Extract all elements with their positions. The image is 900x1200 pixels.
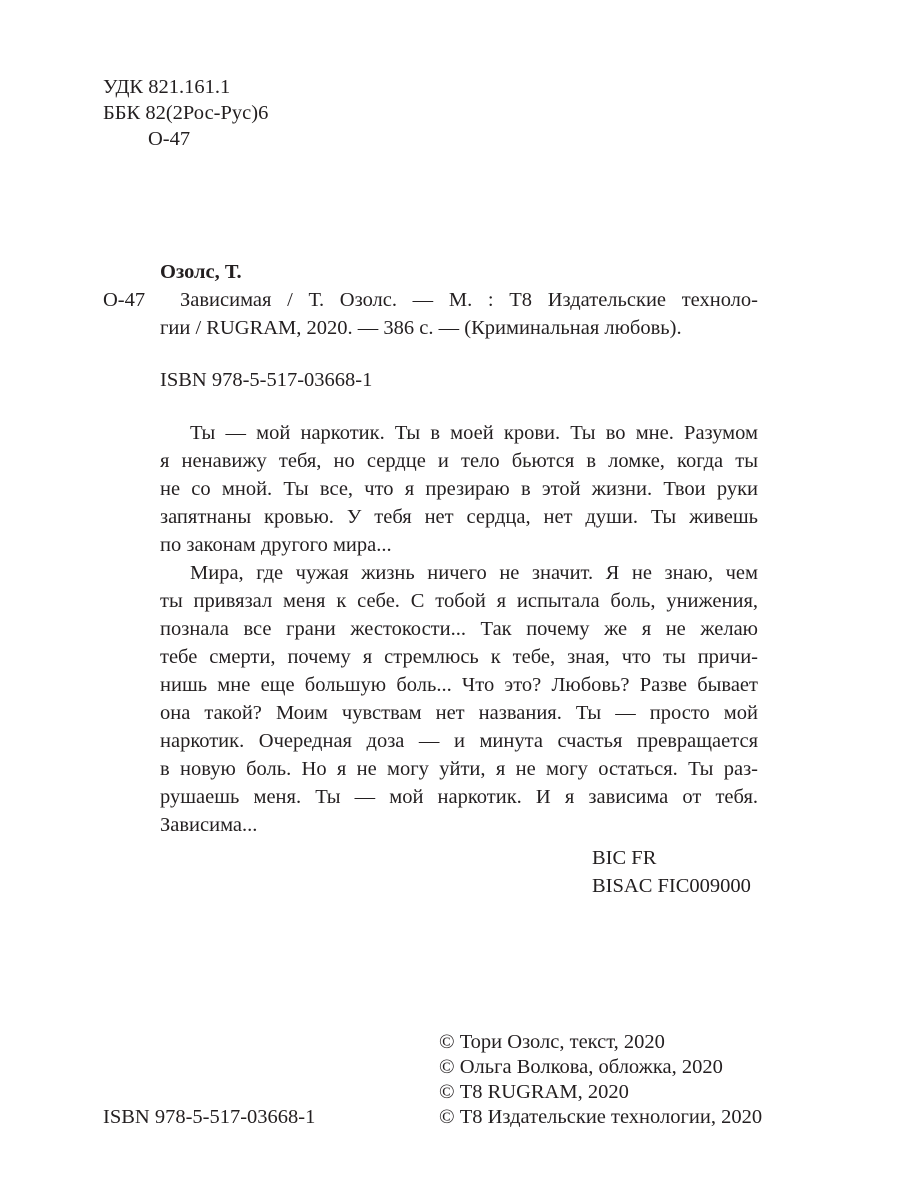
annotation-line: Мира, где чужая жизнь ничего не значит. Я не знаю, чем <box>190 562 758 584</box>
record-isbn: ISBN 978-5-517-03668-1 <box>160 369 373 391</box>
annotation-line: нишь мне еще большую боль... Что это? Любовь? Разве бывает <box>160 674 758 696</box>
udk-code: УДК 821.161.1 <box>103 76 231 98</box>
annotation-line: по законам другого мира... <box>160 534 392 556</box>
annotation-line: наркотик. Очередная доза — и минута счастья превращается <box>160 730 758 752</box>
annotation-line: я ненавижу тебя, но сердце и тело бьются в ломке, когда ты <box>160 450 758 472</box>
annotation-line: рушаешь меня. Ты — мой наркотик. И я зависима от тебя. <box>160 786 758 808</box>
copyright-line: © Т8 RUGRAM, 2020 <box>439 1081 629 1103</box>
record-line-2: гии / RUGRAM, 2020. — 386 с. — (Криминальная любовь). <box>160 317 682 339</box>
footer-isbn: ISBN 978-5-517-03668-1 <box>103 1106 316 1128</box>
annotation-line: Ты — мой наркотик. Ты в моей крови. Ты во мне. Разумом <box>190 422 758 444</box>
annotation-line: не со мной. Ты все, что я презираю в этой жизни. Твои руки <box>160 478 758 500</box>
annotation-line: она такой? Моим чувствам нет названия. Ты — просто мой <box>160 702 758 724</box>
annotation-line: ты привязал меня к себе. С тобой я испытала боль, унижения, <box>160 590 758 612</box>
copyright-line: © Т8 Издательские технологии, 2020 <box>439 1106 763 1128</box>
record-author-mark: О-47 <box>103 289 146 311</box>
annotation-line: Зависима... <box>160 814 258 836</box>
annotation-line: тебе смерти, почему я стремлюсь к тебе, зная, что ты причи- <box>160 646 758 668</box>
author-heading: Озолс, Т. <box>160 261 242 283</box>
copyright-line: © Тори Озолс, текст, 2020 <box>439 1031 665 1053</box>
annotation-line: познала все грани жестокости... Так почему же я не желаю <box>160 618 758 640</box>
bisac-code: BISAC FIC009000 <box>592 875 751 897</box>
annotation-line: запятнаны кровью. У тебя нет сердца, нет души. Ты живешь <box>160 506 758 528</box>
bic-code: BIC FR <box>592 847 657 869</box>
bbk-code: ББК 82(2Рос-Рус)6 <box>103 102 269 124</box>
annotation-line: в новую боль. Но я не могу уйти, я не могу остаться. Ты раз- <box>160 758 758 780</box>
author-mark: О-47 <box>148 128 191 150</box>
record-line-1: Зависимая / Т. Озолс. — М. : Т8 Издательские техноло- <box>180 289 758 311</box>
copyright-line: © Ольга Волкова, обложка, 2020 <box>439 1056 723 1078</box>
